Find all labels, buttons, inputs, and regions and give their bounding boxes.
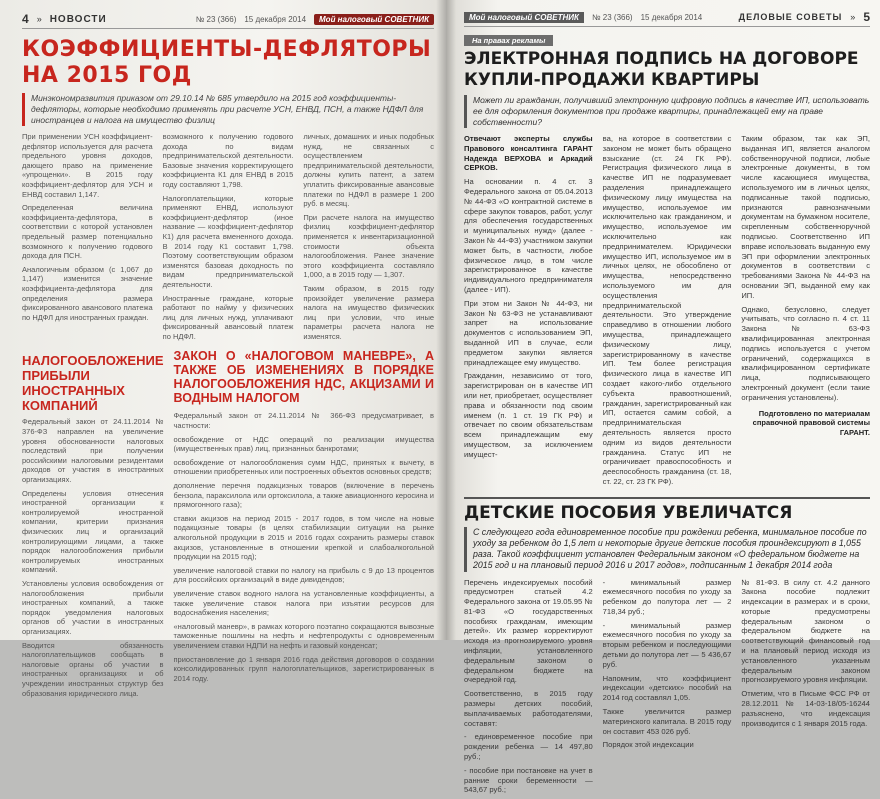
issue-date: 15 декабря 2014: [641, 13, 703, 22]
paragraph: увеличение ставок водного налога на установленные коэффициенты, а также увеличение ставок налога при изъятии ресурсов для водоснабжения населения;: [174, 589, 435, 618]
paragraph: Иностранные граждане, которые работают по найму у физических лиц для личных нужд, уплачивают фиксированный авансовый платеж по НДФЛ.: [163, 294, 294, 342]
paragraph: При применении УСН коэффициент-дефлятор используется для расчета предельного уровня доходов, дающего право на применение «упрощенки». В 2015 году коэффициент-дефлятор для УСН и ЕНВД составил 1,147.: [22, 132, 153, 199]
article-column: [464, 578, 593, 799]
article-lead: Может ли гражданин, получивший электронную цифровую подпись в качестве ИП, использовать ее для оформления документов при продаже квартиры, принадлежащей ему на праве собственности?: [464, 95, 870, 128]
section-title: НОВОСТИ: [50, 14, 107, 25]
paragraph: Отметим, что в Письме ФСС РФ от 28.12.2011 № 14-03-18/05-16244 разъяснено, что индексация производится с 1 января 2015 года.: [741, 689, 870, 728]
paragraph: - минимальный размер ежемесячного пособия по уходу за ребенком до полутора лет — 2 718,34 руб.;: [603, 578, 732, 617]
article-column: [741, 578, 870, 799]
article-column: [163, 132, 294, 345]
paragraph: № 81-ФЗ. В силу ст. 4.2 данного Закона пособие подлежит индексации в размерах и в сроки, которые предусмотрены федеральным законом о федеральном бюджете на соответствующий финансовый год и на плановый период исходя из установленного указанным федеральным законом прогнозируемого уровня инфляции.: [741, 578, 870, 686]
article-lead: С следующего года единовременное пособие при рождении ребенка, минимальное пособие по уходу за ребенком до 1,5 лет и некоторые другие детские пособия проиндексируют в 1,055 раза. Такой коэффициент установлен Федеральным законом «О федеральном бюджете на 2015 год и на плановый период 2016 и 2017 годов», подписанным 1 декабря 2014 года: [464, 527, 870, 572]
paragraph: - минимальный размер ежемесячного пособия по уходу за вторым ребенком и последующими детьми до полутора лет — 5 436,67 руб.: [603, 621, 732, 670]
paragraph: Федеральный закон от 24.11.2014 № 366-ФЗ предусматривает, в частности:: [174, 411, 435, 430]
lower-articles: [22, 349, 434, 702]
paragraph: При расчете налога на имущество физлиц коэффициент-дефлятор применяется к инвентаризационной стоимости объекта налогообложения. Ранее значение этого коэффициента составляло 1,000, а в 2015 году — 1,307.: [303, 213, 434, 280]
paragraph: дополнение перечня подакцизных товаров (включение в перечень бензола, параксилола или ортоксилола, а также авиационного керосина и прямогонного газа);: [174, 481, 435, 510]
rubric-badge: На правах рекламы: [464, 35, 553, 46]
paragraph: Порядок этой индексации: [603, 740, 732, 750]
page-number: 5: [863, 10, 870, 24]
double-chevron-icon: »: [850, 12, 855, 22]
paragraph: увеличение налоговой ставки по налогу на прибыль с 9 до 13 процентов для российских организаций в виде дивидендов;: [174, 566, 435, 585]
page-number: 4: [22, 12, 29, 26]
paragraph: Таким образом, так как ЭП, выданная ИП, является аналогом собственноручной подписи, любые электронные документы, в том числе касающиеся имущества, используемого им в личных целях, подписанные такой подписью, признаются равнозначными документам на бумажном носителе, скрепленным собственноручной подписью. Соответственно ИП вправе использовать выданную ему ЭП при оформлении электронных документов в соответствии с требованиями Закона № 44-ФЗ на основании ЭП, выданной ему как ИП.: [741, 134, 870, 301]
magazine-logo: Мой налоговый СОВЕТНИК: [464, 12, 584, 23]
paragraph: Установлены условия освобождения от налогообложения прибыли иностранных компаний, а также порядок уведомления налоговых органов об участии в иностранных организациях.: [22, 579, 164, 637]
paragraph: - единовременное пособие при рождении ребенка — 14 497,80 руб.;: [464, 732, 593, 761]
right-page: [446, 0, 880, 640]
paragraph: освобождение от НДС операций по реализации имущества (имущественных прав) лиц, признанных банкротами;: [174, 435, 435, 454]
paragraph: приостановление до 1 января 2016 года действия договоров о создании консолидированных групп налогоплательщиков, зарегистрированных в 2014 году.: [174, 655, 435, 684]
issue-number: № 23 (366): [592, 13, 633, 22]
article-column: [603, 134, 732, 491]
paragraph: Определенная величина коэффициента-дефлятора, в соответствии с которой установлен предельный размер потенциально возможного к получению годового дохода для ПСН.: [22, 203, 153, 261]
paragraph: Таким образом, в 2015 году произойдет увеличение размера налога на имущество физических лиц при условии, что иные параметры расчета налога не изменятся.: [303, 284, 434, 342]
paragraph: Однако, безусловно, следует учитывать, что согласно п. 4 ст. 11 Закона № 63-ФЗ квалифицированная электронная подпись используется с учетом ограничений, содержащихся в квалифицированном сертификате лица, подписывающего электронный документ (если такие ограничения установлены).: [741, 305, 870, 403]
paragraph: Гражданин, независимо от того, зарегистрирован он в качестве ИП или нет, приобретает, осуществляет права и обязанности под своим именем (п. 1 ст. 19 ГК РФ) и отвечает по своим обязательствам всем принадлежащим ему имуществом, за исключением имущест-: [464, 371, 593, 459]
paragraph: Соответственно, в 2015 году размеры детских пособий, выплачиваемых работодателями, составят:: [464, 689, 593, 728]
article-title-line1: КОЭФФИЦИЕНТЫ-ДЕФЛЯТОРЫ: [22, 37, 434, 63]
magazine-logo: Мой налоговый СОВЕТНИК: [314, 14, 434, 25]
magazine-spine: [436, 0, 456, 640]
paragraph: На основании п. 4 ст. 3 Федерального закона от 05.04.2013 № 44-ФЗ «О контрактной системе в сфере закупок товаров, работ, услуг для обеспечения государственных и муниципальных нужд» (далее - Закон № 44-ФЗ) участником закупки может быть, в частности, любое физическое лицо, в том числе зарегистрированное в качестве индивидуального предпринимателя (далее - ИП).: [464, 177, 593, 295]
article-title: [464, 49, 870, 91]
left-page-header: [22, 10, 434, 29]
article-title: НАЛОГООБЛОЖЕНИЕ ПРИБЫЛИ ИНОСТРАННЫХ КОМПАНИЙ: [22, 353, 164, 413]
issue-date: 15 декабря 2014: [244, 15, 306, 24]
article-lead: Минэкономразвития приказом от 29.10.14 № 685 утвердило на 2015 год коэффициенты-дефляторы, которые необходимо применять при расчете УСН, ЕНВД, ПСН, а также НДФЛ для иностранцев и налога на имущество физлиц: [22, 93, 434, 126]
paragraph: возможного к получению годового дохода по видам предпринимательской деятельности. Базовые значения корректирующего коэффициента К1 для ЕНВД в 2015 году составляют 1,798.: [163, 132, 294, 190]
article-column: [303, 132, 434, 345]
paragraph: Федеральный закон от 24.11.2014 № 376-ФЗ направлен на увеличение уровня обоснованности налоговых последствий при получении российскими налоговыми резидентами доходов от участия в иностранных организациях.: [22, 417, 164, 484]
article-columns: [22, 132, 434, 345]
paragraph: Вводится обязанность налогоплательщиков сообщать в налоговые органы об участии в иностранных организациях и об учреждении иностранных структур без образования юридического лица.: [22, 641, 164, 699]
article-title: [22, 37, 434, 89]
paragraph: Перечень индексируемых пособий предусмотрен статьей 4.2 Федерального закона от 19.05.95 № 81-ФЗ «О государственных пособиях гражданам, имеющим детей». Их размер корректируют исходя из прогнозируемого уровня инфляции, установленного федеральным законом о федеральном бюджете на очередной год.: [464, 578, 593, 686]
paragraph: личных, домашних и иных подобных нужд, не связанных с осуществлением предпринимательской деятельности, должны купить патент, а затем уплатить фиксированные авансовые платежи по НДФЛ в размере 1 200 руб. в месяц.: [303, 132, 434, 209]
paragraph: «налоговый маневр», в рамках которого поэтапно сокращаются вывозные таможенные пошлины на нефть и нефтепродукты с одновременным увеличением ставки НДПИ на нефть и газовый конденсат;: [174, 622, 435, 651]
section-title: ДЕЛОВЫЕ СОВЕТЫ: [739, 12, 843, 22]
article-foreign-companies: [22, 349, 164, 702]
paragraph: - пособие при постановке на учет в ранние сроки беременности — 543,67 руб.;: [464, 766, 593, 795]
article-column: [603, 578, 732, 799]
article-title: ДЕТСКИЕ ПОСОБИЯ УВЕЛИЧАТСЯ: [464, 497, 870, 523]
paragraph: Аналогичным образом (с 1,067 до 1,147) изменится значение коэффициента-дефлятора для определения размера фиксированного авансового платежа по НДФЛ для иностранных граждан.: [22, 265, 153, 323]
article-title-line2: КУПЛИ-ПРОДАЖИ КВАРТИРЫ: [464, 70, 870, 91]
right-page-header: [464, 8, 870, 27]
article-columns: [464, 578, 870, 799]
article-column: [22, 132, 153, 345]
article-tax-maneuver: [174, 349, 435, 702]
paragraph: Налогоплательщики, которые применяют ЕНВД, используют коэффициент-дефлятор (иное название — коэффициент-дефлятор К1) для расчета вмененного дохода. В 2014 году К1 составит 1,798. Поэтому соответствующим образом изменятся базовая доходность по видам предпринимательской деятельности.: [163, 194, 294, 290]
source-signature: Подготовлено по материалам справочной правовой системы ГАРАНТ.: [741, 409, 870, 438]
left-page: [0, 0, 446, 640]
paragraph: При этом ни Закон № 44-ФЗ, ни Закон № 63-ФЗ не устанавливают запрет на использование документов с использованием ЭП, выданной ИП в случае, если предметом закупки является принадлежащее ему имущество.: [464, 299, 593, 368]
paragraph: ставки акцизов на период 2015 - 2017 годов, в том числе на новые подакцизные товары (в целях стабилизации ситуации на рынке алкогольной продукции в 2015 и 2016 годах сохранить размеры ставок акцизов, установленные в отношении крепкой и слабоалкогольной продукции на 2015 год);: [174, 514, 435, 562]
double-chevron-icon: »: [37, 14, 42, 24]
experts-note: Отвечают эксперты службы Правового консалтинга ГАРАНТ Надежда ВЕРХОВА и Аркадий СЕРКОВ.: [464, 134, 593, 173]
article-title: ЗАКОН О «НАЛОГОВОМ МАНЕВРЕ», А ТАКЖЕ ОБ ИЗМЕНЕНИЯХ В ПОРЯДКЕ НАЛОГООБЛОЖЕНИЯ НДС, АКЦИЗАМИ И ВОДНЫМ НАЛОГОМ: [174, 349, 435, 405]
issue-number: № 23 (366): [196, 15, 237, 24]
article-column: [741, 134, 870, 491]
paragraph: Определены условия отнесения иностранной организации к контролируемой иностранной компании, критерии признания физических лиц и организаций контролирующими лицами, а также порядок налогообложения прибыли контролируемых иностранных компаний.: [22, 489, 164, 575]
paragraph: освобождение от налогообложения сумм НДС, принятых к вычету, в отношении приобретенных или построенных объектов основных средств;: [174, 458, 435, 477]
paragraph: ва, на которое в соответствии с законом не может быть обращено взыскание (ст. 24 ГК РФ). Регистрация физического лица в качестве ИП не подразумевает разделения принадлежащего физическому лицу имущества на имущество, используемое им исключительно как гражданином, и имущество, используемое им исключительно как предпринимателем. Юридически имущество ИП, используемое им в личных целях, не обособлено от имущества, непосредственно используемого им для осуществления предпринимательской деятельности. Это утверждение справедливо в отношении любого имущества, принадлежащего физическому лицу, зарегистрированному в качестве ИП. Тем более регистрация физического лица в качестве ИП создает какого-либо отдельного субъекта правоотношений, гражданин, зарегистрированный как ИП, остается самим собой, а предпринимательская деятельность является просто одним из видов деятельности гражданина. Статус ИП не ограничивает правоспособность и дееспособность гражданина (ст. 18, ст. 22, ст. 23 ГК РФ).: [603, 134, 732, 487]
article-title-line2: НА 2015 ГОД: [22, 63, 434, 89]
paragraph: Также увеличится размер материнского капитала. В 2015 году он составит 453 026 руб.: [603, 707, 732, 736]
article-column: [464, 134, 593, 491]
paragraph: Напомним, что коэффициент индексации «детских» пособий на 2014 год составлял 1,05.: [603, 674, 732, 703]
article-title-line1: ЭЛЕКТРОННАЯ ПОДПИСЬ НА ДОГОВОРЕ: [464, 49, 870, 70]
article-columns: [464, 134, 870, 491]
